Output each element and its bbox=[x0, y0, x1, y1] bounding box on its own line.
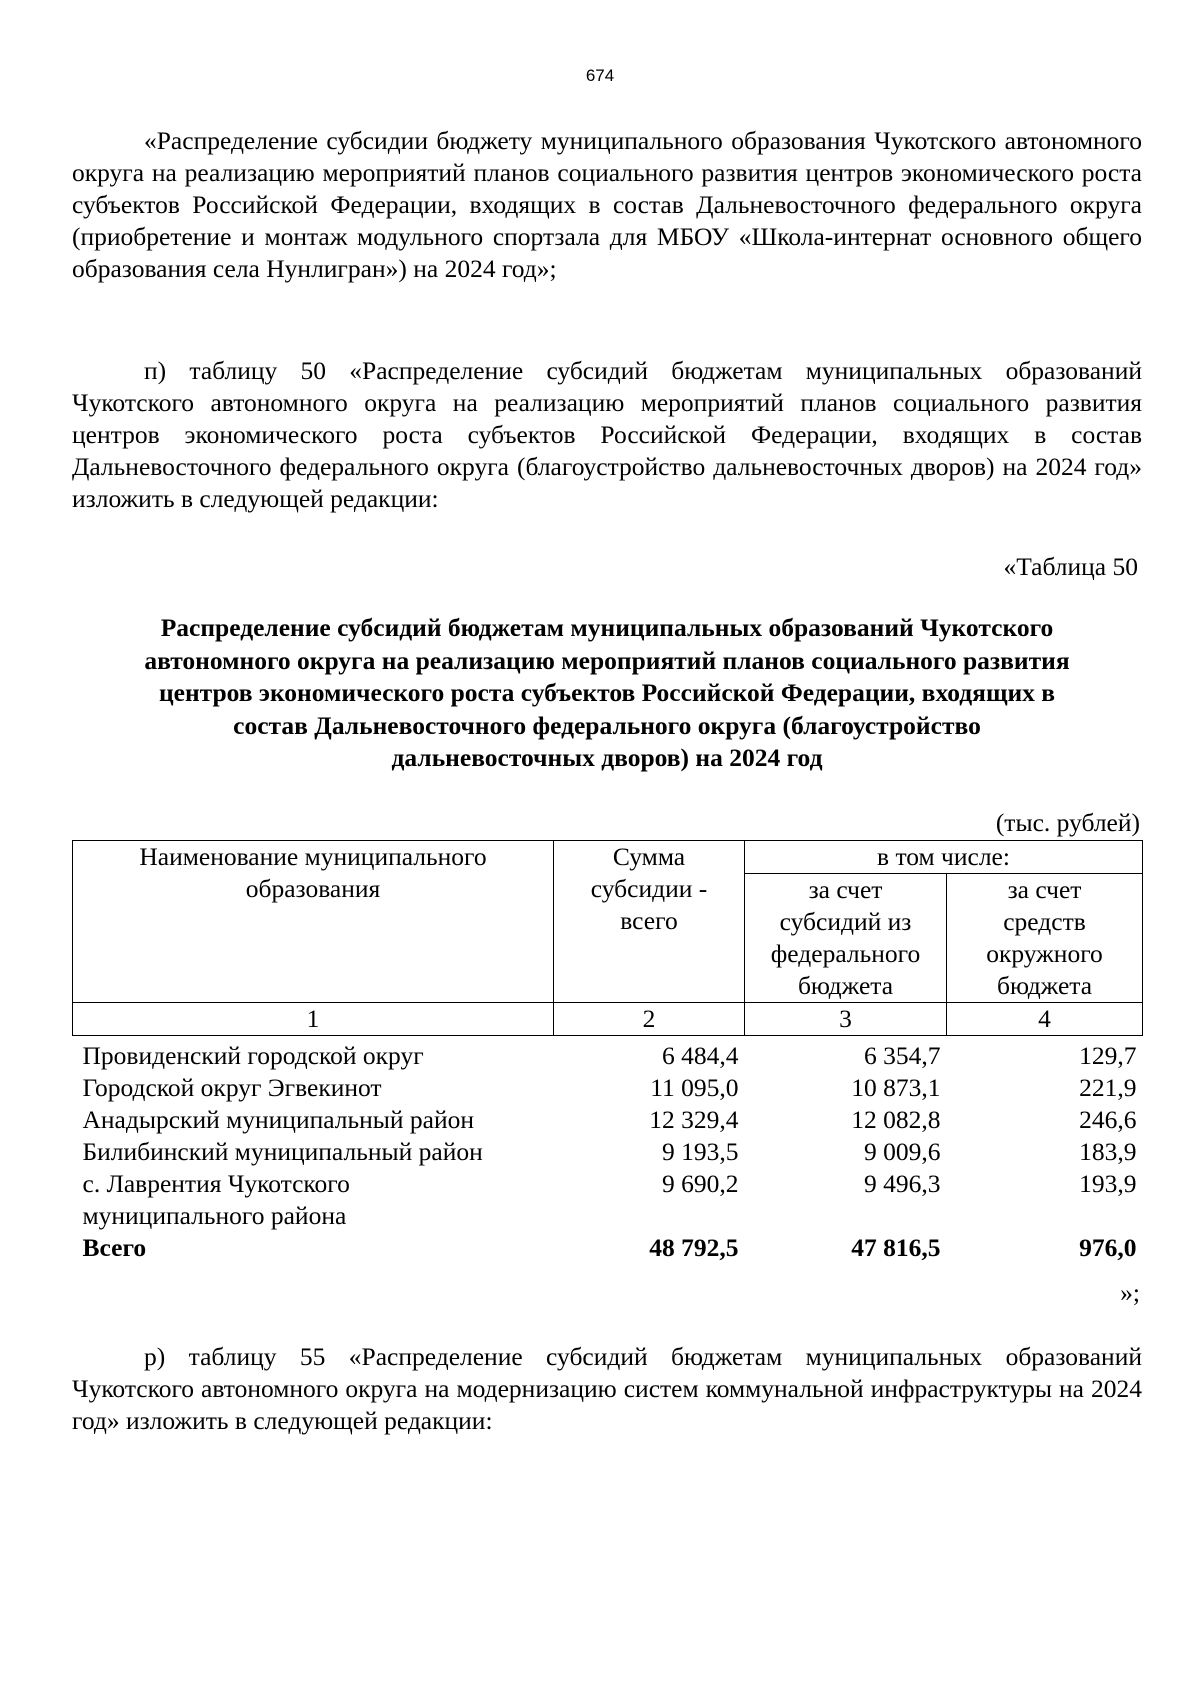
column-number: 4 bbox=[947, 1003, 1143, 1036]
units-label: (тыс. рублей) bbox=[995, 808, 1140, 837]
header-total-subsidy: Сумма субсидии - всего bbox=[554, 841, 745, 1003]
row-regional: 221,9 bbox=[1079, 1073, 1137, 1102]
row-total: 11 095,0 bbox=[650, 1073, 739, 1102]
row-name: Анадырский муниципальный район bbox=[82, 1105, 475, 1134]
row-name: с. Лаврентия Чукотского муниципального района bbox=[82, 1169, 350, 1230]
table-title-line: состав Дальневосточного федерального округа (благоустройство bbox=[233, 710, 981, 740]
header-regional-budget: за счет средств окружного бюджета bbox=[947, 874, 1143, 1003]
row-regional: 129,7 bbox=[1079, 1041, 1137, 1070]
row-regional: 193,9 bbox=[1079, 1169, 1137, 1198]
table-row bbox=[73, 1036, 1143, 1073]
row-total: 6 484,4 bbox=[662, 1041, 739, 1070]
total-sum: 48 792,5 bbox=[649, 1233, 739, 1262]
total-federal: 47 816,5 bbox=[851, 1233, 941, 1262]
table-title-line: дальневосточных дворов) на 2024 год bbox=[391, 743, 823, 772]
row-federal: 9 496,3 bbox=[864, 1169, 941, 1198]
paragraph-subsidy-nunligran: «Распределение субсидии бюджету муниципального образования Чукотского автономного округа на реализацию мероприятий планов социального развития центров экономического роста субъектов Российской Федерации, входящих в состав Дальневосточного федерального округа (приобретение и монтаж модульного спортзала для МБОУ «Школа-интернат основного общего образования села Нунлигран») на 2024 год»; bbox=[72, 126, 1142, 283]
column-number: 2 bbox=[554, 1003, 745, 1036]
page-number: 674 bbox=[585, 66, 615, 85]
total-regional: 976,0 bbox=[1079, 1233, 1137, 1262]
total-label: Всего bbox=[82, 1233, 147, 1262]
closing-quote-mark: »; bbox=[1120, 1278, 1140, 1307]
row-total: 12 329,4 bbox=[649, 1105, 739, 1134]
header-municipality-name: Наименование муниципального образования bbox=[73, 841, 554, 1003]
header-including: в том числе: bbox=[745, 841, 1143, 874]
subsidy-table bbox=[72, 840, 1143, 1264]
table-row bbox=[73, 1136, 1143, 1168]
row-federal: 10 873,1 bbox=[851, 1073, 941, 1102]
row-federal: 6 354,7 bbox=[864, 1041, 941, 1070]
total-row bbox=[73, 1232, 1143, 1264]
row-regional: 183,9 bbox=[1079, 1137, 1137, 1166]
table-row bbox=[73, 1072, 1143, 1104]
row-total: 9 690,2 bbox=[662, 1169, 739, 1198]
column-number: 3 bbox=[745, 1003, 947, 1036]
paragraph-table-55-amendment: р) таблицу 55 «Распределение субсидий бюджетам муниципальных образований Чукотского автономного округа на модернизацию систем коммунальной инфраструктуры на 2024 год» изложить в следующей редакции: bbox=[72, 1342, 1142, 1435]
row-federal: 9 009,6 bbox=[864, 1137, 941, 1166]
table-title-line: центров экономического роста субъектов Российской Федерации, входящих в bbox=[158, 678, 1056, 707]
row-name: Городской округ Эгвекинот bbox=[82, 1073, 382, 1102]
paragraph-table-50-amendment: п) таблицу 50 «Распределение субсидий бюджетам муниципальных образований Чукотского автономного округа на реализацию мероприятий планов социального развития центров экономического роста субъектов Российской Федерации, входящих в состав Дальневосточного федерального округа (благоустройство дальневосточных дворов) на 2024 год» изложить в следующей редакции: bbox=[72, 356, 1142, 513]
row-regional: 246,6 bbox=[1079, 1105, 1137, 1134]
table-row bbox=[73, 1168, 1143, 1232]
row-name: Провиденский городской округ bbox=[82, 1041, 424, 1070]
row-total: 9 193,5 bbox=[662, 1137, 739, 1166]
row-federal: 12 082,8 bbox=[851, 1105, 941, 1134]
table-row bbox=[73, 1104, 1143, 1136]
row-name: Билибинский муниципальный район bbox=[82, 1137, 483, 1166]
header-federal-budget: за счет субсидий из федерального бюджета bbox=[745, 874, 947, 1003]
table-caption: «Таблица 50 bbox=[1003, 552, 1138, 581]
table-title-line: Распределение субсидий бюджетам муниципальных образований Чукотского bbox=[160, 613, 1054, 642]
table-title-line: автономного округа на реализацию мероприятий планов социального развития bbox=[144, 645, 1070, 675]
table-title bbox=[72, 612, 1142, 775]
column-number: 1 bbox=[73, 1003, 554, 1036]
